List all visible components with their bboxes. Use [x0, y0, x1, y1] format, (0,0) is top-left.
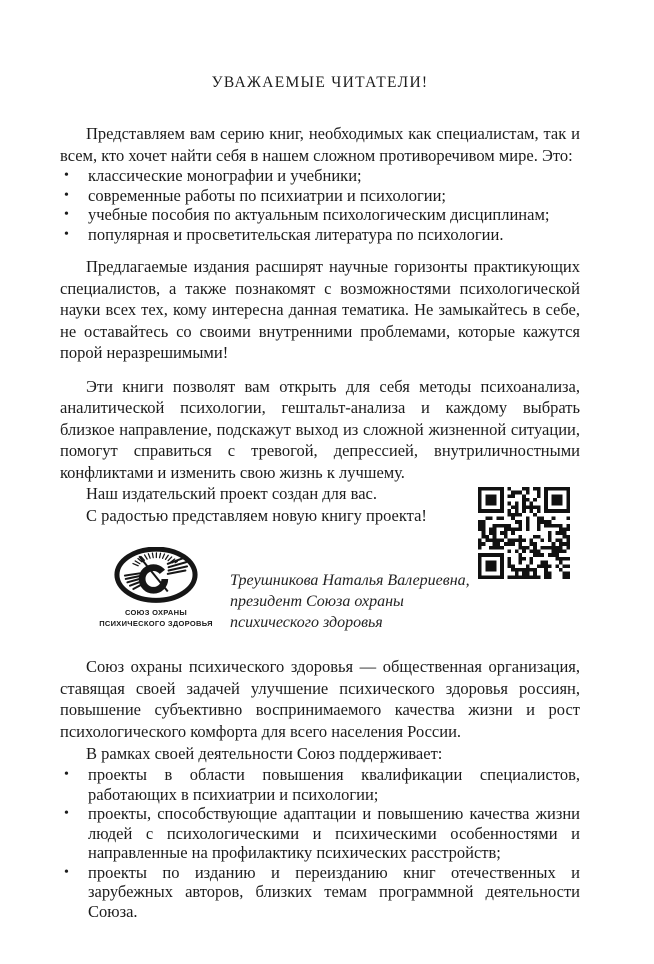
attribution-role-line-2: психического здоровья [230, 614, 383, 631]
intro-paragraph-3: Эти книги позволят вам открыть для себя методы психоанализа, аналитической психологии, гештальт-анализа и каждому выбрать близкое направление, подскажут выход из сложной жизненной ситуации, помогут справиться с тревогой, депрессией, внутриличностными конфликтами и изменить свою жизнь к лучшему. [60, 376, 580, 482]
logo-caption [98, 608, 214, 629]
logo-caption-line-1: СОЮЗ ОХРАНЫ [125, 608, 187, 617]
attribution-name: Треушникова Наталья Валериевна, [230, 572, 470, 589]
page-title: УВАЖАЕМЫЕ ЧИТАТЕЛИ! [211, 74, 429, 91]
list-item: • проекты, способствующие адаптации и повышению качества жизни людей с психологическими и психическими особенностями и направленные на профилактику психических расстройств; [60, 804, 580, 863]
attribution-role-line-1: президент Союза охраны [230, 593, 404, 610]
list-item: • проекты в области повышения квалификации специалистов, работающих в психиатрии и психологии; [60, 765, 580, 804]
book-types-list [60, 166, 580, 244]
list-item: • популярная и просветительская литература по психологии. [60, 225, 580, 245]
list-item: • учебные пособия по актуальным психологическим дисциплинам; [60, 205, 580, 225]
union-projects-list [60, 765, 580, 921]
list-item: • классические монографии и учебники; [60, 166, 580, 186]
qr-code [478, 487, 570, 579]
union-logo [98, 547, 214, 629]
president-attribution [230, 547, 470, 633]
list-item: • проекты по изданию и переизданию книг отечественных и зарубежных авторов, близких темам программной деятельности Союза. [60, 863, 580, 922]
intro-paragraph-1: Представляем вам серию книг, необходимых как специалистам, так и всем, кто хочет найти себя в нашем сложном противоречивом мире. Это: [60, 124, 580, 165]
list-item: • современные работы по психиатрии и психологии; [60, 186, 580, 206]
union-paragraph-2: В рамках своей деятельности Союз поддерживает: [86, 744, 443, 763]
project-line-2: С радостью представляем новую книгу проекта! [86, 506, 427, 525]
union-paragraph-1: Союз охраны психического здоровья — общественная организация, ставящая своей задачей улучшение психического здоровья россиян, повышение субъективно воспринимаемого качества жизни и рост психологического комфорта для всего населения России. [60, 657, 580, 741]
crane-emblem-icon [114, 547, 198, 605]
intro-paragraph-2: Предлагаемые издания расширят научные горизонты практикующих специалистов, а также познакомят с возможностями психологической науки всех тех, кому интересна данная тематика. Не замыкайтесь в себе, не оставайтесь со своими внутренними проблемами, которые кажутся порой неразрешимыми! [60, 257, 580, 362]
project-line-1: Наш издательский проект создан для вас. [86, 484, 377, 503]
logo-caption-line-2: ПСИХИЧЕСКОГО ЗДОРОВЬЯ [99, 618, 213, 628]
